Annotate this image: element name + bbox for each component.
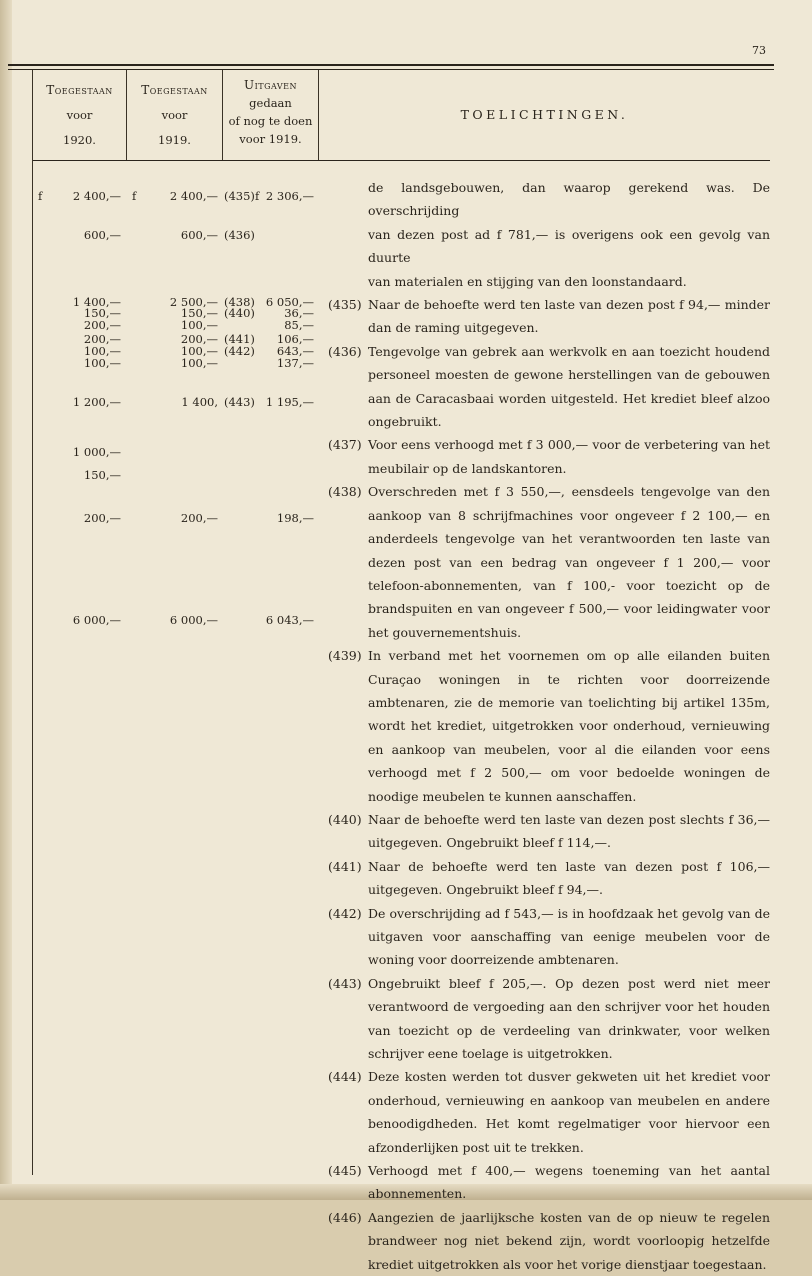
notes-column (328, 176, 770, 1276)
continuation-line: van dezen post ad f 781,— is overigens ook een gevolg van duurte (368, 226, 770, 266)
note-item (328, 1159, 770, 1206)
note-item (328, 293, 770, 340)
reference-number: (442) (224, 344, 255, 358)
note-item (328, 1206, 770, 1276)
note-text: Naar de behoefte werd ten laste van dezen post slechts f 36,— uitgegeven. Ongebruikt bleef f 114,—. (368, 811, 770, 851)
amount-uitgaven: 36,— (284, 306, 314, 320)
note-item (328, 855, 770, 902)
top-rule-thin (8, 69, 774, 70)
note-item (328, 972, 770, 1066)
note-text: Voor eens verhoogd met f 3 000,— voor de verbetering van het meubilair op de landskantoren. (368, 437, 770, 476)
header-col-1920-line1: Toegestaan (46, 83, 113, 97)
amount-uitgaven: 198,— (276, 511, 314, 525)
note-number: (439) (328, 648, 362, 664)
header-col-uitgaven-line2: gedaan (249, 96, 292, 110)
amount-uitgaven: 2 306,— (265, 189, 314, 203)
amount-1920: 2 400,— (72, 189, 121, 203)
header-col-uitgaven (223, 76, 318, 148)
note-number: (442) (328, 905, 362, 921)
note-text: Naar de behoefte werd ten laste van dezen post f 94,— minder dan de raming uitgegeven. (368, 297, 770, 336)
continuation-line: van materialen en stijging van den loonstandaard. (368, 273, 687, 289)
note-number: (438) (328, 484, 362, 500)
note-number: (437) (328, 437, 362, 453)
continuation-line: de landsgebouwen, dan waarop gerekend was. De overschrijding (368, 180, 770, 219)
note-number: (441) (328, 858, 362, 874)
reference-number: (440) (224, 306, 255, 320)
reference-number: (436) (224, 228, 255, 242)
reference-number: (435) (224, 189, 255, 203)
amount-1919: 200,— (180, 332, 218, 346)
header-col-uitgaven-line1: Uitgaven (244, 78, 297, 92)
header-col-1919-line1: Toegestaan (141, 83, 208, 97)
note-number: (444) (328, 1069, 362, 1085)
page-edge-left (0, 0, 12, 1200)
amount-1920: 200,— (83, 511, 121, 525)
amount-uitgaven: 106,— (276, 332, 314, 346)
amount-1920: 1 200,— (72, 395, 121, 409)
note-item (328, 1065, 770, 1159)
amount-1919: 600,— (180, 228, 218, 242)
amount-1920: 150,— (83, 306, 121, 320)
column-divider (32, 70, 33, 1175)
header-col-uitgaven-line3: of nog te doen (228, 114, 313, 128)
note-item (328, 902, 770, 972)
reference-number: (438) (224, 295, 255, 309)
amount-1919: 200,— (180, 511, 218, 525)
amount-1919: 100,— (180, 356, 218, 370)
amount-uitgaven: 6 043,— (265, 613, 314, 627)
note-number: (435) (328, 297, 362, 313)
note-item (328, 433, 770, 480)
note-text: Tengevolge van gebrek aan werkvolk en aan toezicht houdend personeel moesten de gewone herstellingen van de gebouwen aan de Caracasbaai worden uitgesteld. Het krediet bleef alzoo ongebruikt. (368, 343, 770, 430)
note-item (328, 340, 770, 434)
amount-1920: 1 000,— (72, 445, 121, 459)
amount-1919: 2 400,— (169, 189, 218, 203)
note-item (328, 480, 770, 644)
florin-sign: f (255, 189, 260, 203)
note-item (328, 808, 770, 855)
reference-number: (443) (224, 395, 255, 409)
note-number: (446) (328, 1209, 362, 1225)
note-number: (436) (328, 343, 362, 359)
note-text: Naar de behoefte werd ten laste van dezen post f 106,— uitgegeven. Ongebruikt bleef f 94,—. (368, 858, 770, 898)
amount-1920: 200,— (83, 332, 121, 346)
header-rule (32, 160, 770, 161)
amount-1919: 150,— (180, 306, 218, 320)
page-number: 73 (752, 44, 766, 57)
header-col-1920-line3: 1920. (63, 133, 96, 147)
amount-1920: 600,— (83, 228, 121, 242)
amount-uitgaven: 137,— (276, 356, 314, 370)
florin-sign: f (132, 189, 137, 203)
amount-1919: 6 000,— (169, 613, 218, 627)
amount-uitgaven: 85,— (284, 318, 314, 332)
header-col-1919-line3: 1919. (158, 133, 191, 147)
header-col-1920-line2: voor (66, 108, 93, 122)
amount-uitgaven: 1 195,— (265, 395, 314, 409)
header-col-uitgaven-line4: voor 1919. (239, 132, 302, 146)
amount-1920: 1 400,— (72, 295, 121, 309)
note-number: (443) (328, 975, 362, 991)
amount-1919: 2 500,— (169, 295, 218, 309)
amount-1920: 200,— (83, 318, 121, 332)
note-item (328, 644, 770, 808)
header-title: TOELICHTINGEN. (460, 107, 629, 122)
header-col-1919 (127, 78, 222, 153)
amount-1919: 100,— (180, 344, 218, 358)
amount-1919: 100,— (180, 318, 218, 332)
amount-1920: 100,— (83, 356, 121, 370)
reference-number: (441) (224, 332, 255, 346)
note-text: Ongebruikt bleef f 205,—. Op dezen post werd niet meer verantwoord de vergoeding aan den schrijver voor het houden van toezicht op de verdeeling van drinkwater, voor welken schrijver eene toelage is uitgetrokken. (368, 975, 770, 1062)
amount-uitgaven: 643,— (276, 344, 314, 358)
amount-1920: 150,— (83, 468, 121, 482)
amount-1920: 6 000,— (72, 613, 121, 627)
note-number: (445) (328, 1163, 362, 1179)
header-col-1919-line2: voor (161, 108, 188, 122)
header-col-1920 (33, 78, 126, 153)
note-number: (440) (328, 811, 362, 827)
note-text: Verhoogd met f 400,— wegens toeneming van het aantal abonnementen. (368, 1163, 770, 1202)
top-rule (8, 64, 774, 66)
amount-1920: 100,— (83, 344, 121, 358)
note-text: Deze kosten werden tot dusver gekweten uit het krediet voor onderhoud, vernieuwing en aankoop van meubelen en andere benoodigdheden. Het komt regelmatiger voor hiervoor een afzonderlijken post uit te trekken. (368, 1069, 770, 1155)
note-text: Overschreden met f 3 550,—, eensdeels tengevolge van den aankoop van 8 schrijfmachines voor ongeveer f 2 100,— en anderdeels tengevolge van het verantwoorden ten laste van dezen post van een bedrag van ongeveer f 1 200,— voor telefoon-abonnementen, van f 100,- voor toezicht op de brandspuiten en van ongeveer f 500,— voor leidingwater voor het gouvernementshuis. (368, 484, 770, 640)
amount-uitgaven: 6 050,— (265, 295, 314, 309)
note-text: In verband met het voornemen om op alle eilanden buiten Curaçao woningen in te richten voor doorreizende ambtenaren, zie de memorie van toelichting bij artikel 135m, wordt het krediet, uitgetrokken voor onderhoud, vernieuwing en aankoop van meubelen, voor al die eilanden voor eens verhoogd met f 2 500,— om voor bedoelde woningen de noodige meubelen te kunnen aanschaffen. (368, 648, 770, 804)
florin-sign: f (38, 189, 43, 203)
amount-1919: 1 400, (181, 395, 218, 409)
note-text: De overschrijding ad f 543,— is in hoofdzaak het gevolg van de uitgaven voor aanschaffing van eenige meubelen voor de woning voor doorreizende ambtenaren. (368, 905, 770, 968)
note-text: Aangezien de jaarlijksche kosten van de op nieuw te regelen brandweer nog niet bekend zijn, wordt voorloopig hetzelfde krediet uitgetrokken als voor het vorige dienstjaar toegestaan. (368, 1209, 770, 1272)
